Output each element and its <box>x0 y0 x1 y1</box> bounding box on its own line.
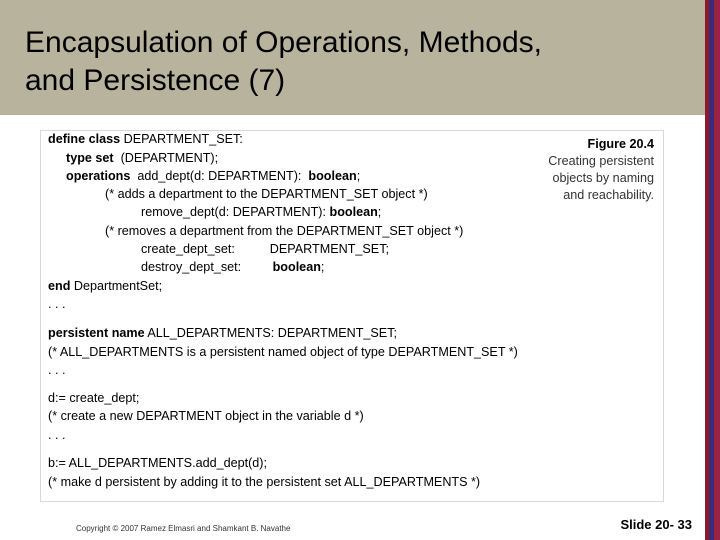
code-line: create_dept_set: DEPARTMENT_SET; <box>141 242 390 256</box>
code-line: destroy_dept_set: boolean; <box>141 260 325 274</box>
code-line: (* removes a department from the DEPARTMENT_SET object *) <box>105 224 464 238</box>
code-line: remove_dept(d: DEPARTMENT): boolean; <box>141 205 382 219</box>
slide-title <box>25 24 542 100</box>
right-decorative-stripes <box>705 0 720 540</box>
code-line: define class DEPARTMENT_SET: <box>48 132 243 146</box>
code-line: . . . <box>48 428 66 442</box>
code-line: (* make d persistent by adding it to the persistent set ALL_DEPARTMENTS *) <box>48 475 481 489</box>
slide-title-line-2: and Persistence (7) <box>25 64 286 97</box>
figure-title: Figure 20.4 <box>587 137 654 151</box>
figure-caption-line-1: Creating persistent <box>548 154 654 168</box>
code-line: (* adds a department to the DEPARTMENT_SET object *) <box>105 187 428 201</box>
figure-caption-line-3: and reachability. <box>563 188 654 202</box>
code-line: persistent name ALL_DEPARTMENTS: DEPARTMENT_SET; <box>48 326 398 340</box>
code-line: (* create a new DEPARTMENT object in the variable d *) <box>48 409 364 423</box>
figure-caption-line-2: objects by naming <box>552 171 654 185</box>
code-line: . . . <box>48 363 66 377</box>
code-line: type set (DEPARTMENT); <box>66 151 219 165</box>
code-line: d:= create_dept; <box>48 391 140 405</box>
code-line: end DepartmentSet; <box>48 279 163 293</box>
figure-caption <box>548 136 654 204</box>
code-line: . . . <box>48 297 66 311</box>
slide-title-line-1: Encapsulation of Operations, Methods, <box>25 26 542 59</box>
code-line: operations add_dept(d: DEPARTMENT): boolean; <box>66 169 361 183</box>
stripe-3 <box>714 0 720 540</box>
code-line: b:= ALL_DEPARTMENTS.add_dept(d); <box>48 456 267 470</box>
copyright-footer: Copyright © 2007 Ramez Elmasri and Shamkant B. Navathe <box>76 524 291 533</box>
code-line: (* ALL_DEPARTMENTS is a persistent named object of type DEPARTMENT_SET *) <box>48 345 518 359</box>
slide-number: Slide 20- 33 <box>620 517 692 532</box>
